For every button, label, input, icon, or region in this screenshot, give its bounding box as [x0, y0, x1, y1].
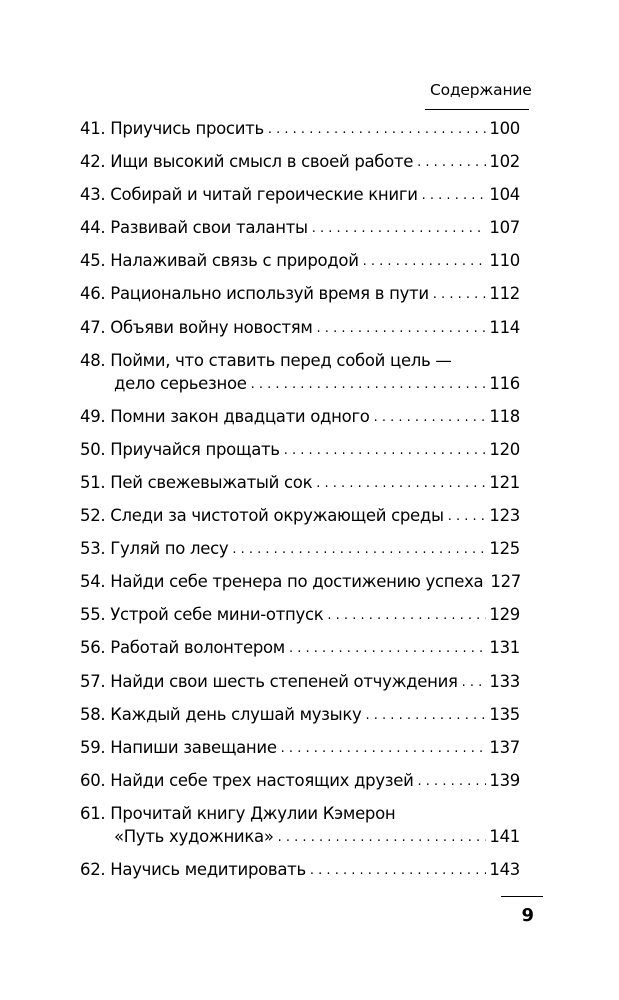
toc-entry-title: Каждый день слушай музыку	[110, 704, 362, 724]
toc-entry-page: 102	[489, 152, 520, 172]
toc-entry-title: Устрой себе мини-отпуск	[110, 605, 324, 625]
dot-leader	[289, 638, 486, 659]
toc-entry[interactable]	[80, 439, 520, 460]
dot-leader	[363, 251, 487, 272]
toc-entry-number: 46.	[80, 284, 106, 304]
toc-entry-number: 59.	[80, 737, 106, 757]
toc-entry[interactable]	[80, 151, 520, 172]
dot-leader	[281, 738, 487, 759]
toc-entry-page: 100	[489, 119, 520, 138]
toc-entry-number: 49.	[80, 406, 106, 426]
footer-rule	[501, 896, 543, 897]
toc-entry[interactable]	[80, 317, 520, 338]
toc-entry-page: 137	[489, 737, 520, 757]
dot-leader	[327, 605, 486, 626]
toc-entry-title: Рационально используй время в пути	[110, 284, 429, 304]
toc-entry-page: 139	[489, 770, 520, 790]
toc-entry-number: 50.	[80, 439, 106, 459]
dot-leader	[278, 827, 487, 848]
toc-entry-title: Прочитай книгу Джулии Кэмерон	[110, 803, 396, 823]
toc-entry-page: 104	[489, 185, 520, 205]
toc-entry[interactable]	[80, 118, 520, 139]
toc-entry-number: 43.	[80, 185, 106, 205]
toc-entry-page: 123	[489, 506, 520, 526]
toc-entry[interactable]	[80, 671, 520, 692]
dot-leader	[448, 506, 487, 527]
toc-entry-title: Найди себе тренера по достижению успеха	[110, 572, 484, 592]
toc-entry[interactable]	[80, 283, 520, 304]
toc-entry[interactable]	[80, 250, 520, 271]
toc-entry-number: 47.	[80, 317, 106, 337]
dot-leader	[317, 318, 487, 339]
toc-entry-number: 57.	[80, 671, 106, 691]
dot-leader	[232, 539, 486, 560]
toc-entry-title: Налаживай связь с природой	[110, 251, 359, 271]
toc-entry-title: Напиши завещание	[110, 737, 277, 757]
toc-entry[interactable]	[80, 350, 520, 394]
dot-leader	[310, 860, 487, 881]
toc-entry[interactable]	[80, 803, 520, 847]
toc-entry-number: 45.	[80, 251, 106, 271]
toc-entry[interactable]	[80, 571, 520, 592]
toc-entry[interactable]	[80, 406, 520, 427]
toc-entry-number: 51.	[80, 472, 106, 492]
dot-leader	[417, 152, 486, 173]
dot-leader	[251, 374, 487, 395]
toc-entry-title: Гуляй по лесу	[110, 539, 229, 559]
toc-entry-title: «Путь художника»	[114, 826, 274, 846]
toc-entry[interactable]	[80, 505, 520, 526]
table-of-contents	[80, 118, 520, 892]
running-header: Содержание	[430, 81, 532, 99]
toc-entry-page: 118	[489, 406, 520, 426]
toc-entry-page: 133	[489, 671, 520, 691]
toc-entry[interactable]	[80, 184, 520, 205]
toc-entry[interactable]	[80, 704, 520, 725]
toc-entry[interactable]	[80, 538, 520, 559]
dot-leader	[284, 440, 487, 461]
toc-entry-page: 110	[489, 251, 520, 271]
dot-leader	[312, 218, 487, 239]
toc-entry-title: Найди свои шесть степеней отчуждения	[110, 671, 458, 691]
toc-entry-title: Собирай и читай героические книги	[110, 185, 418, 205]
toc-entry-title: Работай волонтером	[110, 638, 285, 658]
toc-entry-page: 112	[489, 284, 520, 304]
dot-leader	[422, 185, 487, 206]
toc-entry-number: 52.	[80, 506, 106, 526]
toc-entry-page: 143	[489, 859, 520, 879]
dot-leader	[418, 771, 487, 792]
toc-entry-number: 62.	[80, 859, 106, 879]
toc-entry-page: 107	[489, 218, 520, 238]
toc-entry[interactable]	[80, 637, 520, 658]
toc-entry-number: 41.	[80, 119, 106, 138]
toc-entry-page: 141	[489, 826, 520, 846]
dot-leader	[462, 672, 487, 693]
toc-entry-number: 60.	[80, 770, 106, 790]
toc-entry-page: 125	[489, 539, 520, 559]
toc-entry-title: Развивай свои таланты	[110, 218, 308, 238]
toc-entry-number: 58.	[80, 704, 106, 724]
toc-entry-title: Найди себе трех настоящих друзей	[110, 770, 414, 790]
toc-entry-page: 135	[489, 704, 520, 724]
toc-entry-number: 61.	[80, 803, 106, 823]
dot-leader	[316, 473, 486, 494]
toc-entry-number: 53.	[80, 539, 106, 559]
toc-entry-page: 121	[489, 472, 520, 492]
toc-entry-page: 114	[489, 317, 520, 337]
page-number: 9	[521, 905, 534, 926]
dot-leader	[433, 284, 487, 305]
toc-entry-title: дело серьезное	[114, 373, 247, 393]
toc-entry-page: 120	[489, 439, 520, 459]
toc-entry-title: Помни закон двадцати одного	[110, 406, 370, 426]
header-rule	[425, 109, 529, 110]
toc-entry[interactable]	[80, 770, 520, 791]
toc-entry-page: 127	[490, 572, 521, 592]
toc-entry-title: Пей свежевыжатый сок	[110, 472, 313, 492]
toc-entry-title: Следи за чистотой окружающей среды	[110, 506, 444, 526]
dot-leader	[268, 119, 487, 140]
dot-leader	[366, 705, 487, 726]
toc-entry[interactable]	[80, 604, 520, 625]
toc-entry-title: Приучайся прощать	[110, 439, 280, 459]
toc-entry-number: 56.	[80, 638, 106, 658]
toc-entry-page: 131	[489, 638, 520, 658]
toc-entry-page: 129	[489, 605, 520, 625]
toc-entry[interactable]	[80, 859, 520, 880]
toc-entry-title: Ищи высокий смысл в своей работе	[110, 152, 414, 172]
dot-leader	[374, 407, 487, 428]
toc-entry-title: Объяви войну новостям	[110, 317, 313, 337]
toc-entry-title: Пойми, что ставить перед собой цель —	[110, 350, 452, 370]
toc-entry-page: 116	[489, 373, 520, 393]
toc-entry-title: Научись медитировать	[110, 859, 306, 879]
toc-entry[interactable]	[80, 217, 520, 238]
toc-entry-title: Приучись просить	[110, 119, 264, 138]
toc-entry-number: 44.	[80, 218, 106, 238]
toc-entry-number: 54.	[80, 572, 106, 592]
toc-entry-number: 48.	[80, 350, 106, 370]
toc-entry[interactable]	[80, 472, 520, 493]
toc-entry-number: 42.	[80, 152, 106, 172]
toc-entry-number: 55.	[80, 605, 106, 625]
toc-entry[interactable]	[80, 737, 520, 758]
